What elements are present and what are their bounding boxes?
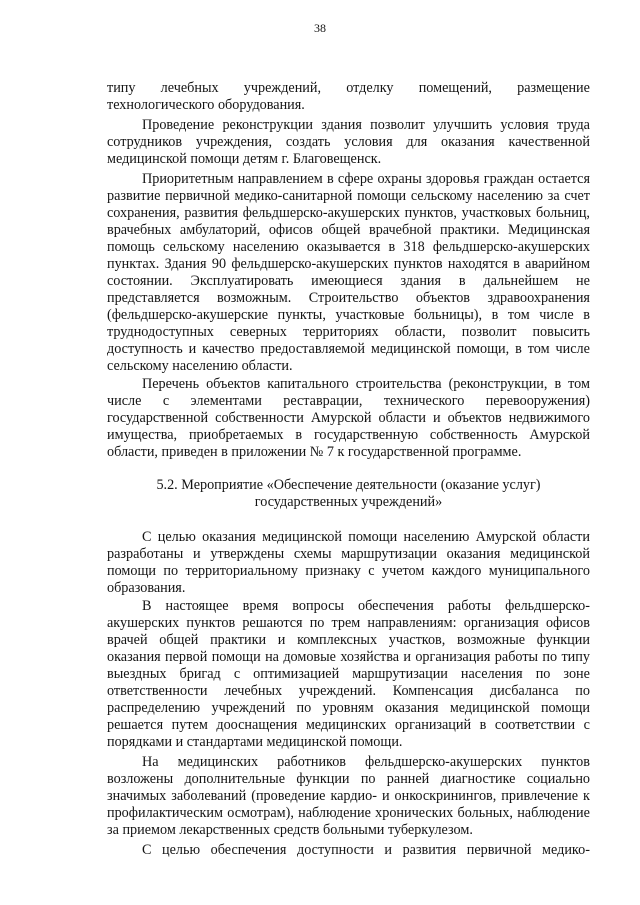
text-line: оказания первой помощи на домовые хозяйства и организация работы по типу: [107, 649, 590, 665]
text-line: ответственности лечебных учреждений. Компенсация дисбаланса по: [107, 683, 590, 699]
text-line: профилактическим осмотрам), наблюдение хронических больных, наблюдение: [107, 805, 590, 821]
text-line: разработаны и утверждены схемы маршрутизации оказания медицинской: [107, 546, 590, 562]
text-line: Перечень объектов капитального строительства (реконструкции, в том: [142, 376, 590, 392]
text-line: области, приведен в приложении № 7 к государственной программе.: [107, 444, 522, 460]
text-line: распределению учреждений по уровням оказания медицинской помощи: [107, 700, 590, 716]
text-line: возложены дополнительные функции по ранней диагностике социально: [107, 771, 590, 787]
text-line: труднодоступных северных территориях области, позволит повысить: [107, 324, 590, 340]
text-line: выездных бригад с оптимизацией маршрутизации населения по зоне: [107, 666, 590, 682]
text-line: порядками и стандартами медицинской помощи.: [107, 734, 403, 750]
section-heading-line: 5.2. Мероприятие «Обеспечение деятельности (оказание услуг): [156, 477, 541, 493]
text-line: акушерских пунктов решаются по трем направлениям: организация офисов: [107, 615, 590, 631]
text-line: государственной собственности Амурской области и объектов недвижимого: [107, 410, 590, 426]
text-line: врачей общей практики и комплексных участков, возможные функции: [107, 632, 590, 648]
text-line: помощь сельскому населению оказывается в 318 фельдшерско-акушерских: [107, 239, 590, 255]
text-line: Приоритетным направлением в сфере охраны здоровья граждан остается: [142, 171, 590, 187]
text-line: имущества, приобретаемых в государственную собственность Амурской: [107, 427, 590, 443]
text-line: числе с элементами реставрации, технического перевооружения): [107, 393, 590, 409]
text-line: помощи по территориальному признаку с учетом каждого муниципального: [107, 563, 590, 579]
text-line: представляется возможным. Строительство объектов здравоохранения: [107, 290, 590, 306]
text-line: В настоящее время вопросы обеспечения работы фельдшерско-: [142, 598, 590, 614]
text-line: сохранения, развития фельдшерско-акушерских пунктов, участковых больниц,: [107, 205, 590, 221]
section-heading-line: государственных учреждений»: [254, 494, 443, 510]
text-line: сельскому населению области.: [107, 358, 293, 374]
text-line: значимых заболеваний (проведение кардио- и онкоскринингов, привлечение к: [107, 788, 590, 804]
text-line: за приемом лекарственных средств больными туберкулезом.: [107, 822, 473, 838]
text-line: технологического оборудования.: [107, 97, 305, 113]
text-line: С целью оказания медицинской помощи населению Амурской области: [142, 529, 590, 545]
text-line: медицинской помощи детям г. Благовещенск.: [107, 151, 382, 167]
text-line: типу лечебных учреждений, отделку помещений, размещение: [107, 80, 590, 96]
text-line: образования.: [107, 580, 186, 596]
text-line: решается путем дооснащения медицинских организаций в соответствии с: [107, 717, 590, 733]
text-line: На медицинских работников фельдшерско-акушерских пунктов: [142, 754, 590, 770]
text-line: пунктах. Здания 90 фельдшерско-акушерских пунктов находятся в аварийном: [107, 256, 590, 272]
page-number: 38: [314, 21, 326, 35]
text-line: С целью обеспечения доступности и развития первичной медико-: [142, 842, 590, 858]
text-line: врачебных амбулаторий, офисов общей врачебной практики. Медицинская: [107, 222, 590, 238]
text-line: Проведение реконструкции здания позволит улучшить условия труда: [142, 117, 590, 133]
text-line: (фельдшерско-акушерские пункты, участковые больницы), в том числе в: [107, 307, 590, 323]
text-line: состоянии. Эксплуатировать имеющиеся здания в дальнейшем не: [107, 273, 590, 289]
text-line: развитие первичной медико-санитарной помощи сельскому населению за счет: [107, 188, 590, 204]
text-line: сотрудников учреждения, создать условия для оказания качественной: [107, 134, 590, 150]
text-line: доступность и качество предоставляемой медицинской помощи, в том числе: [107, 341, 590, 357]
